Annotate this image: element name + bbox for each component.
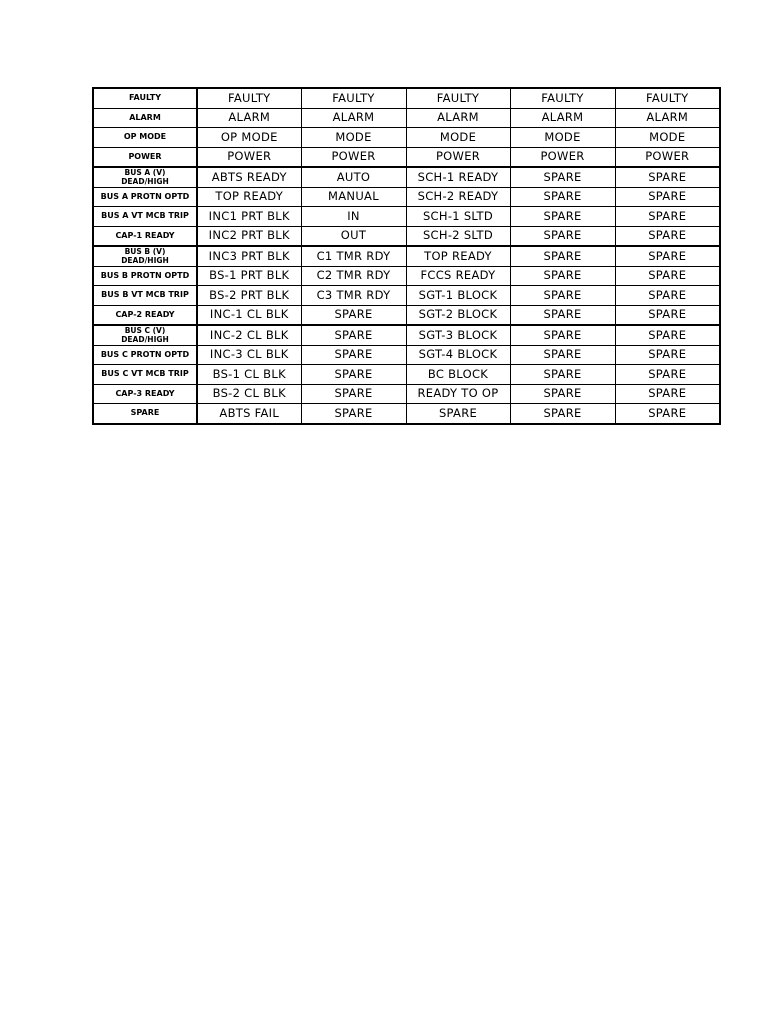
table-cell: SPARE: [615, 365, 720, 385]
table-cell: FAULTY: [301, 88, 406, 108]
row-label-cell: CAP-2 READY: [93, 305, 197, 325]
row-label-cell: BUS B VT MCB TRIP: [93, 286, 197, 306]
table-cell: INC2 PRT BLK: [197, 226, 301, 246]
table-row: [93, 207, 720, 227]
table-cell: SCH-2 READY: [406, 187, 510, 207]
table-cell: SPARE: [615, 246, 720, 266]
table-cell: SPARE: [615, 207, 720, 227]
table-cell: SPARE: [615, 325, 720, 345]
table-cell: SPARE: [510, 167, 615, 187]
table-cell: C3 TMR RDY: [301, 286, 406, 306]
table-cell: SPARE: [615, 226, 720, 246]
table-cell: SPARE: [510, 286, 615, 306]
row-label-cell: BUS B PROTN OPTD: [93, 266, 197, 286]
table-cell: ALARM: [510, 108, 615, 128]
table-cell: SPARE: [510, 226, 615, 246]
table-cell: BS-1 PRT BLK: [197, 266, 301, 286]
table-cell: FAULTY: [197, 88, 301, 108]
table-cell: TOP READY: [406, 246, 510, 266]
table-cell: SPARE: [615, 286, 720, 306]
annunciator-table: [92, 87, 721, 425]
table-cell: OP MODE: [197, 128, 301, 148]
table-cell: SPARE: [510, 384, 615, 404]
table-row: [93, 128, 720, 148]
table-cell: SPARE: [510, 305, 615, 325]
table-cell: SPARE: [615, 266, 720, 286]
table-cell: ABTS FAIL: [197, 404, 301, 424]
table-cell: SPARE: [301, 345, 406, 365]
row-label-cell: POWER: [93, 147, 197, 167]
table-row: [93, 167, 720, 187]
table-cell: SPARE: [615, 345, 720, 365]
row-label-text: BUS B (V) DEAD/HIGH: [121, 247, 169, 266]
table-cell: SPARE: [510, 207, 615, 227]
row-label-cell: BUS C PROTN OPTD: [93, 345, 197, 365]
row-label-cell: CAP-1 READY: [93, 226, 197, 246]
table-row: [93, 286, 720, 306]
table-cell: MODE: [301, 128, 406, 148]
table-cell: READY TO OP: [406, 384, 510, 404]
table-cell: SGT-4 BLOCK: [406, 345, 510, 365]
table-cell: SPARE: [301, 305, 406, 325]
table-cell: INC-3 CL BLK: [197, 345, 301, 365]
table-cell: INC3 PRT BLK: [197, 246, 301, 266]
table-cell: ALARM: [197, 108, 301, 128]
table-cell: FAULTY: [615, 88, 720, 108]
table-cell: POWER: [197, 147, 301, 167]
table-cell: ABTS READY: [197, 167, 301, 187]
table-cell: MODE: [510, 128, 615, 148]
table-cell: SPARE: [615, 187, 720, 207]
table-row: [93, 384, 720, 404]
table-cell: SPARE: [301, 384, 406, 404]
row-label-cell: FAULTY: [93, 88, 197, 108]
table-cell: ALARM: [301, 108, 406, 128]
table-cell: ALARM: [615, 108, 720, 128]
row-label-cell: [93, 246, 197, 266]
table-cell: POWER: [301, 147, 406, 167]
table-cell: FAULTY: [406, 88, 510, 108]
table-cell: INC-1 CL BLK: [197, 305, 301, 325]
table-cell: FCCS READY: [406, 266, 510, 286]
table-cell: FAULTY: [510, 88, 615, 108]
row-label-cell: [93, 325, 197, 345]
table-cell: BC BLOCK: [406, 365, 510, 385]
table-cell: INC-2 CL BLK: [197, 325, 301, 345]
table-cell: IN: [301, 207, 406, 227]
table-cell: SPARE: [510, 246, 615, 266]
table-cell: SPARE: [406, 404, 510, 424]
table-cell: OUT: [301, 226, 406, 246]
row-label-text: BUS C (V) DEAD/HIGH: [121, 326, 169, 345]
table-row: [93, 365, 720, 385]
table-row: [93, 226, 720, 246]
table-cell: POWER: [510, 147, 615, 167]
table-cell: POWER: [615, 147, 720, 167]
table-row: [93, 108, 720, 128]
table-cell: SPARE: [615, 167, 720, 187]
row-label-cell: SPARE: [93, 404, 197, 424]
table-cell: SPARE: [510, 365, 615, 385]
table-cell: SGT-3 BLOCK: [406, 325, 510, 345]
table-row: [93, 345, 720, 365]
table-cell: MODE: [615, 128, 720, 148]
row-label-cell: [93, 167, 197, 187]
table-cell: INC1 PRT BLK: [197, 207, 301, 227]
table-cell: POWER: [406, 147, 510, 167]
table-row: [93, 147, 720, 167]
table-cell: BS-2 PRT BLK: [197, 286, 301, 306]
table-cell: SPARE: [615, 404, 720, 424]
table-row: [93, 246, 720, 266]
table-cell: C2 TMR RDY: [301, 266, 406, 286]
table-cell: MODE: [406, 128, 510, 148]
table-cell: BS-2 CL BLK: [197, 384, 301, 404]
row-label-cell: OP MODE: [93, 128, 197, 148]
table-cell: BS-1 CL BLK: [197, 365, 301, 385]
table-row: [93, 266, 720, 286]
table-row: [93, 187, 720, 207]
table-cell: SCH-2 SLTD: [406, 226, 510, 246]
row-label-cell: BUS C VT MCB TRIP: [93, 365, 197, 385]
table-row: [93, 404, 720, 424]
table-cell: AUTO: [301, 167, 406, 187]
table-cell: SPARE: [301, 365, 406, 385]
row-label-cell: ALARM: [93, 108, 197, 128]
row-label-text: BUS A (V) DEAD/HIGH: [121, 168, 169, 187]
table-cell: SCH-1 READY: [406, 167, 510, 187]
table-cell: ALARM: [406, 108, 510, 128]
table-cell: SPARE: [301, 325, 406, 345]
table-cell: SPARE: [510, 345, 615, 365]
table-cell: SPARE: [301, 404, 406, 424]
table-cell: SGT-1 BLOCK: [406, 286, 510, 306]
row-label-cell: BUS A VT MCB TRIP: [93, 207, 197, 227]
row-label-cell: CAP-3 READY: [93, 384, 197, 404]
table-cell: SPARE: [510, 187, 615, 207]
table-cell: SPARE: [510, 266, 615, 286]
table-cell: SPARE: [510, 325, 615, 345]
table-cell: SCH-1 SLTD: [406, 207, 510, 227]
row-label-cell: BUS A PROTN OPTD: [93, 187, 197, 207]
table-body: [93, 88, 720, 424]
table-row: [93, 305, 720, 325]
table-row: [93, 88, 720, 108]
table-row: [93, 325, 720, 345]
table-cell: SPARE: [615, 305, 720, 325]
table-cell: C1 TMR RDY: [301, 246, 406, 266]
table-cell: SPARE: [510, 404, 615, 424]
table-cell: MANUAL: [301, 187, 406, 207]
table-cell: SPARE: [615, 384, 720, 404]
table-cell: TOP READY: [197, 187, 301, 207]
table-cell: SGT-2 BLOCK: [406, 305, 510, 325]
